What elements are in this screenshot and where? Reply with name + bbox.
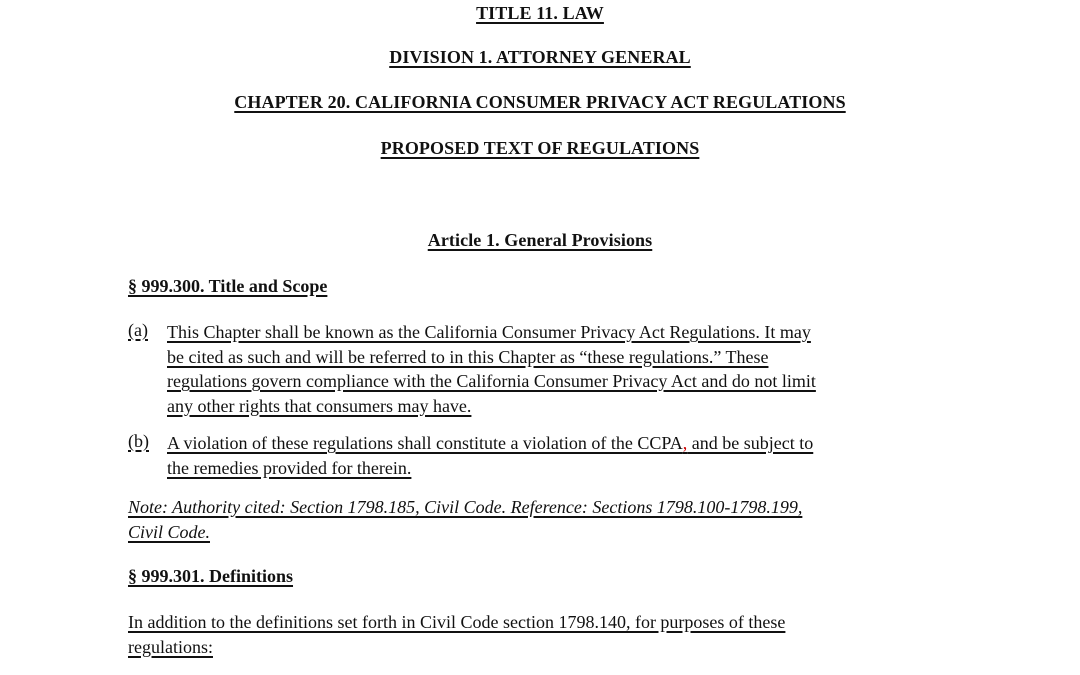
deleted-comma-mark: ,	[682, 433, 688, 453]
item-a-text	[167, 320, 816, 418]
item-a-line-1: This Chapter shall be known as the California Consumer Privacy Act Regulations. It may	[167, 322, 811, 342]
intro-line-2: regulations:	[128, 636, 213, 657]
chapter-heading: CHAPTER 20. CALIFORNIA CONSUMER PRIVACY ACT REGULATIONS	[234, 92, 846, 112]
authority-note	[128, 495, 802, 544]
item-a-label: (a)	[128, 320, 148, 340]
note-line-2: Civil Code.	[128, 521, 210, 542]
item-b-line-1-after: and be subject to	[687, 433, 814, 453]
item-a-line-2: be cited as such and will be referred to in this Chapter as “these regulations.” These	[167, 346, 769, 367]
title-heading: TITLE 11. LAW	[476, 3, 604, 23]
item-a-line-4: any other rights that consumers may have.	[167, 395, 472, 416]
item-b-text	[167, 431, 813, 480]
item-b-label: (b)	[128, 431, 149, 451]
item-b-line-1-before: A violation of these regulations shall constitute a violation of the CCPA	[167, 433, 683, 453]
item-b-line-1	[167, 431, 813, 456]
article-heading: Article 1. General Provisions	[427, 230, 653, 250]
definitions-intro	[128, 610, 785, 659]
section-301-heading: § 999.301. Definitions	[128, 566, 294, 586]
division-heading: DIVISION 1. ATTORNEY GENERAL	[389, 47, 691, 67]
proposed-text-heading: PROPOSED TEXT OF REGULATIONS	[380, 138, 700, 158]
item-a-line-3: regulations govern compliance with the California Consumer Privacy Act and do not limit	[167, 371, 816, 391]
note-line-1: Note: Authority cited: Section 1798.185, Civil Code. Reference: Sections 1798.100-1798.199,	[128, 497, 803, 517]
section-300-heading: § 999.300. Title and Scope	[128, 276, 328, 296]
item-b-line-2: the remedies provided for therein.	[167, 457, 412, 478]
intro-line-1: In addition to the definitions set forth in Civil Code section 1798.140, for purposes of these	[128, 612, 786, 632]
